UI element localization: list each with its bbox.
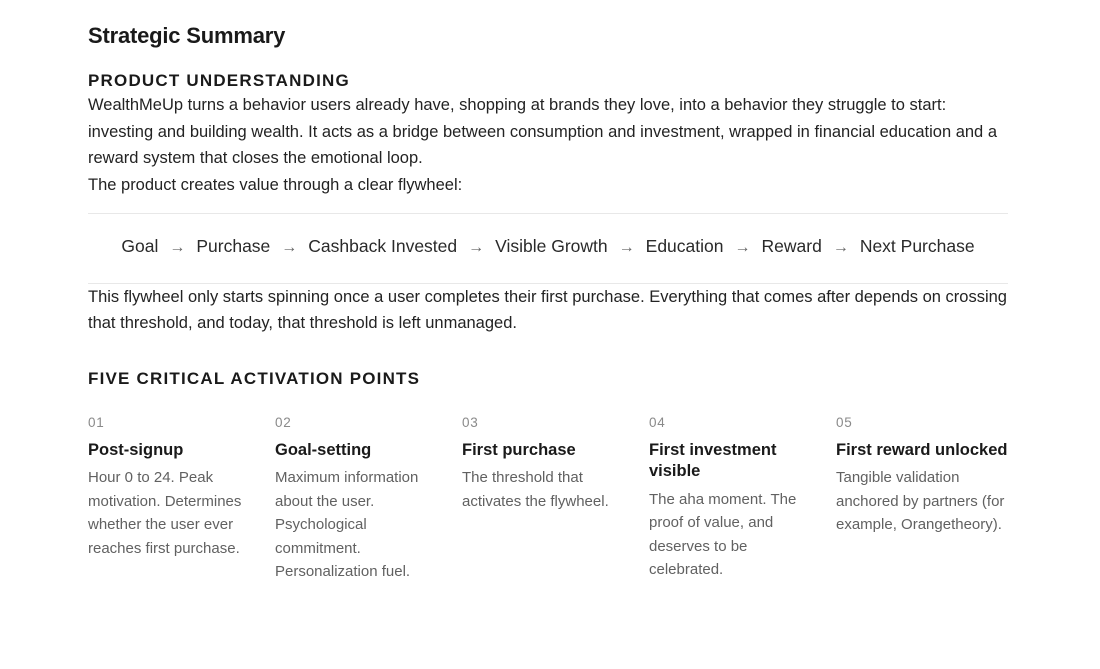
- point-description: Maximum information about the user. Psychological commitment. Personalization fuel.: [275, 469, 419, 580]
- point-number: 02: [275, 414, 292, 430]
- flywheel-step-goal: Goal: [121, 236, 159, 256]
- flywheel-step-next-purchase: Next Purchase: [859, 236, 975, 256]
- arrow-right-icon: →: [734, 239, 751, 256]
- flywheel-diagram: [88, 213, 1008, 284]
- activation-point: [462, 414, 649, 584]
- point-number: 01: [88, 414, 105, 430]
- point-description: Hour 0 to 24. Peak motivation. Determines whether the user ever reaches first purchase.: [88, 469, 242, 557]
- flywheel-step-cashback-invested: Cashback Invested: [308, 236, 458, 256]
- activation-points-list: [88, 414, 1008, 584]
- activation-point: [88, 414, 275, 584]
- point-title: Post-signup: [88, 440, 184, 459]
- product-understanding-heading: PRODUCT UNDERSTANDING: [88, 71, 350, 90]
- flywheel-step-purchase: Purchase: [196, 236, 271, 256]
- activation-points-heading: FIVE CRITICAL ACTIVATION POINTS: [88, 368, 421, 388]
- arrow-right-icon: →: [468, 239, 485, 256]
- product-paragraph-3: This flywheel only starts spinning once a user completes their first purchase. Everything that comes after depends on crossing that threshold, and today, that threshold is left unmanaged.: [88, 287, 1007, 332]
- point-number: 04: [649, 414, 666, 430]
- page-title: Strategic Summary: [88, 23, 286, 48]
- point-description: The aha moment. The proof of value, and deserves to be celebrated.: [649, 490, 797, 578]
- arrow-right-icon: →: [618, 239, 635, 256]
- flywheel-step-reward: Reward: [761, 236, 822, 256]
- flywheel-step-education: Education: [645, 236, 724, 256]
- product-paragraph-2: The product creates value through a clear flywheel:: [88, 175, 463, 194]
- point-number: 03: [462, 414, 479, 430]
- point-title: First reward unlocked: [836, 440, 1008, 459]
- activation-point: [649, 414, 836, 584]
- point-title: Goal-setting: [275, 440, 372, 459]
- flywheel-step-visible-growth: Visible Growth: [495, 236, 608, 256]
- activation-point: [275, 414, 462, 584]
- point-description: Tangible validation anchored by partners (for example, Orangetheory).: [836, 469, 1005, 533]
- point-title: First purchase: [462, 440, 576, 459]
- arrow-right-icon: →: [832, 239, 849, 256]
- point-title: First investment visible: [649, 440, 777, 480]
- point-number: 05: [836, 414, 853, 430]
- point-description: The threshold that activates the flywheel.: [462, 469, 609, 510]
- activation-point: [836, 414, 1023, 584]
- product-paragraph-1: WealthMeUp turns a behavior users already have, shopping at brands they love, into a behavior they struggle to start: investing and building wealth. It acts as a bridge between consumption and investment, wrapped in financial education and a reward system that closes the emotional loop.: [88, 96, 997, 167]
- arrow-right-icon: →: [281, 239, 298, 256]
- arrow-right-icon: →: [169, 239, 186, 256]
